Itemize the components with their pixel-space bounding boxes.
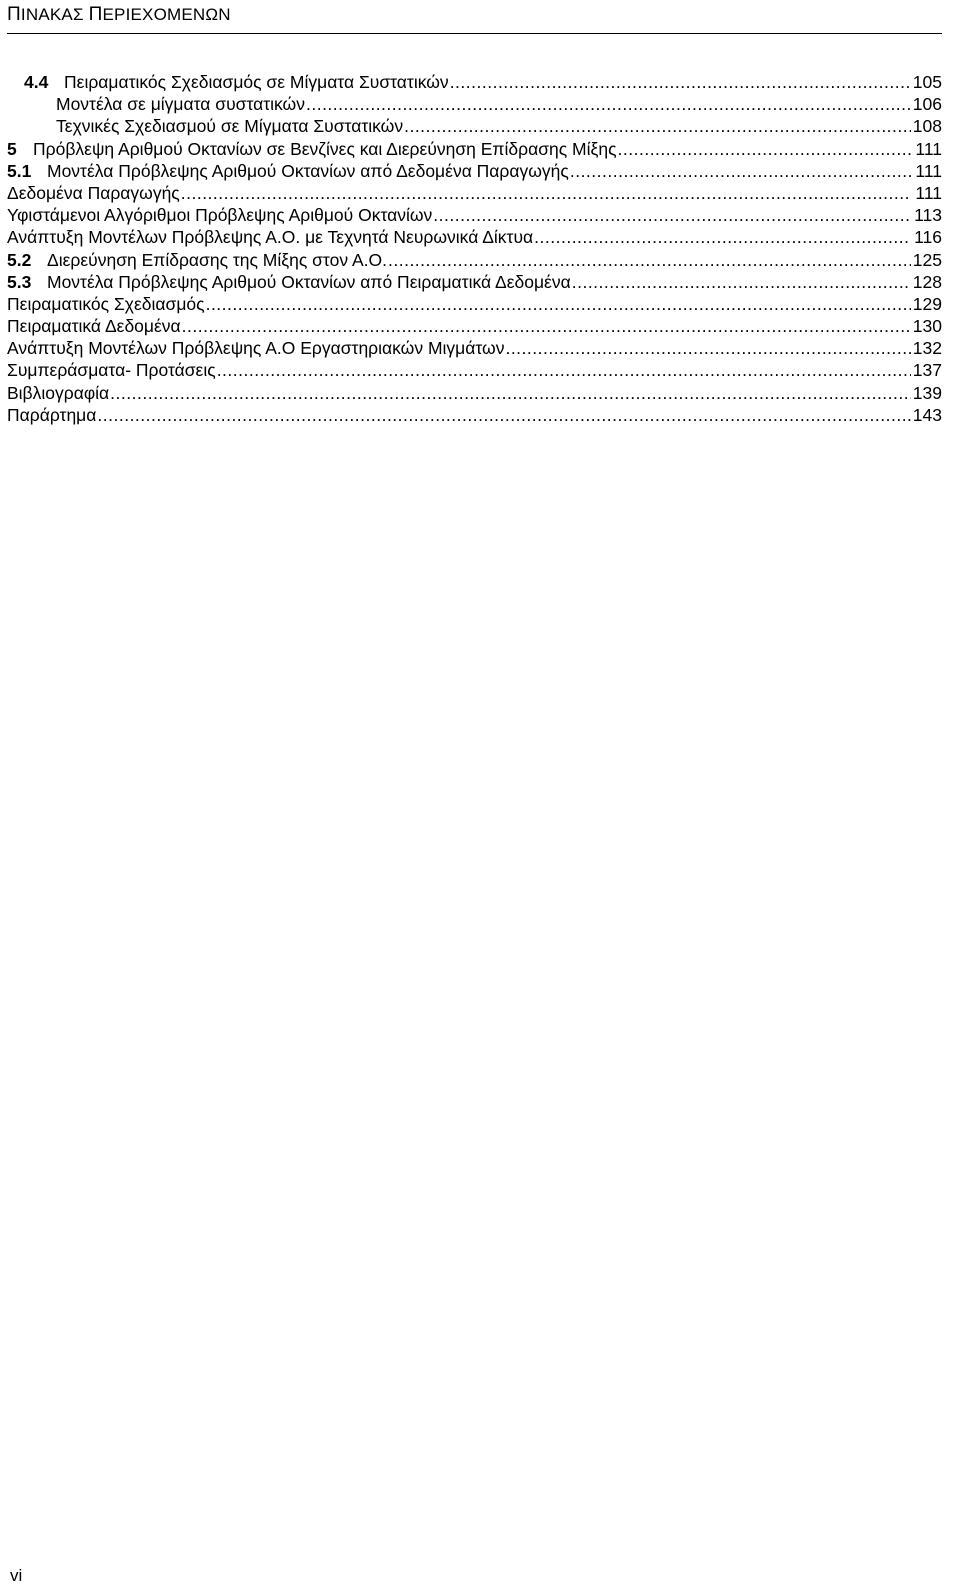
dot-leader — [388, 249, 911, 271]
toc-entry-title: Πρόβλεψη Αριθμού Οκτανίων σε Βενζίνες και Διερεύνηση Επίδρασης Μίξης — [33, 138, 617, 159]
toc-entry-page: 116 — [914, 227, 942, 248]
dot-leader — [182, 315, 911, 337]
dot-leader — [534, 226, 911, 248]
toc-entry[interactable] — [0, 115, 942, 137]
dot-leader — [404, 115, 911, 137]
toc-entry-page: 139 — [912, 382, 942, 403]
toc-entry-title: Ανάπτυξη Μοντέλων Πρόβλεψης Α.Ο. με Τεχνητά Νευρωνικά Δίκτυα — [7, 227, 534, 248]
toc-entry[interactable] — [0, 71, 942, 93]
toc-entry-title: Τεχνικές Σχεδιασμού σε Μίγματα Συστατικών — [56, 116, 404, 137]
toc-entry[interactable] — [0, 382, 942, 404]
header-initial: Π — [7, 4, 21, 25]
toc-entry-page: 130 — [912, 316, 942, 337]
toc-entry-title: Πειραματικός Σχεδιασμός σε Μίγματα Συστατικών — [64, 72, 449, 92]
toc-entry-title: Παράρτημα — [7, 404, 97, 425]
toc-entry-page: 108 — [912, 116, 942, 137]
dot-leader — [217, 359, 911, 381]
toc-entry-title: Μοντέλα Πρόβλεψης Αριθμού Οκτανίων από Δεδομένα Παραγωγής — [47, 160, 569, 181]
page-number: vi — [10, 1566, 23, 1585]
toc-entry[interactable] — [0, 138, 942, 160]
header-divider — [7, 33, 942, 34]
toc-entry-number: 5.1 — [7, 160, 32, 181]
dot-leader — [572, 271, 911, 293]
dot-leader — [181, 182, 911, 204]
toc-entry-number: 5.3 — [7, 271, 32, 292]
header-initial-2: Π — [88, 4, 103, 25]
toc-entry-number: 4.4 — [24, 72, 49, 92]
page-header — [7, 4, 231, 26]
toc-entry-title: Διερεύνηση Επίδρασης της Μίξης στον Α.Ο. — [47, 249, 387, 270]
toc-entry-number: 5 — [7, 138, 17, 159]
toc-entry-number: 5.2 — [7, 249, 32, 270]
dot-leader — [505, 337, 911, 359]
toc-entry-page: 111 — [915, 138, 942, 159]
toc-entry[interactable] — [0, 404, 942, 426]
toc-entry[interactable] — [0, 271, 942, 293]
dot-leader — [206, 293, 911, 315]
toc-entry-page: 105 — [912, 72, 942, 92]
dot-leader — [306, 93, 911, 115]
header-word-2: ΕΡΙΕΧΟΜΕΝΩΝ — [102, 5, 231, 24]
toc-entry-page: 143 — [912, 404, 942, 425]
toc-entry[interactable] — [0, 182, 942, 204]
toc-entry-title: Βιβλιογραφία — [7, 382, 110, 403]
toc-entry[interactable] — [0, 93, 942, 115]
dot-leader — [618, 138, 911, 160]
toc-entry-title: Υφιστάμενοι Αλγόριθμοι Πρόβλεψης Αριθμού Οκτανίων — [7, 205, 433, 226]
toc-entry-page: 111 — [915, 182, 942, 203]
dot-leader — [110, 382, 911, 404]
toc-entry-page: 106 — [912, 94, 942, 115]
toc-entry-title: Μοντέλα Πρόβλεψης Αριθμού Οκτανίων από Πειραματικά Δεδομένα — [47, 271, 571, 292]
header-word-1: ΙΝΑΚΑΣ — [20, 5, 89, 24]
dot-leader — [570, 160, 911, 182]
toc-entry-title: Δεδομένα Παραγωγής — [7, 182, 180, 203]
toc-entry[interactable] — [0, 337, 942, 359]
toc-entry-page: 129 — [912, 293, 942, 314]
toc-entry-title: Ανάπτυξη Μοντέλων Πρόβλεψης Α.Ο Εργαστηριακών Μιγμάτων — [7, 338, 505, 359]
toc-entry-title: Μοντέλα σε μίγματα συστατικών — [56, 94, 305, 115]
toc-entry[interactable] — [0, 160, 942, 182]
toc-entry-page: 111 — [915, 160, 942, 181]
toc-entry-page: 125 — [912, 249, 942, 270]
dot-leader — [97, 404, 911, 426]
toc-entry[interactable] — [0, 293, 942, 315]
toc-entry[interactable] — [0, 204, 942, 226]
toc-entry-page: 113 — [914, 205, 942, 226]
toc-entry-page: 128 — [912, 271, 942, 292]
toc-entry-title: Συμπεράσματα- Προτάσεις — [7, 360, 216, 381]
dot-leader — [450, 71, 911, 93]
toc-entry[interactable] — [0, 315, 942, 337]
table-of-contents — [0, 71, 960, 426]
dot-leader — [433, 204, 911, 226]
toc-entry[interactable] — [0, 226, 942, 248]
toc-entry-page: 132 — [912, 338, 942, 359]
toc-entry-title: Πειραματικά Δεδομένα — [7, 316, 181, 337]
toc-entry[interactable] — [0, 359, 942, 381]
toc-entry-title: Πειραματικός Σχεδιασμός — [7, 293, 205, 314]
toc-entry-page: 137 — [912, 360, 942, 381]
toc-entry[interactable] — [0, 249, 942, 271]
